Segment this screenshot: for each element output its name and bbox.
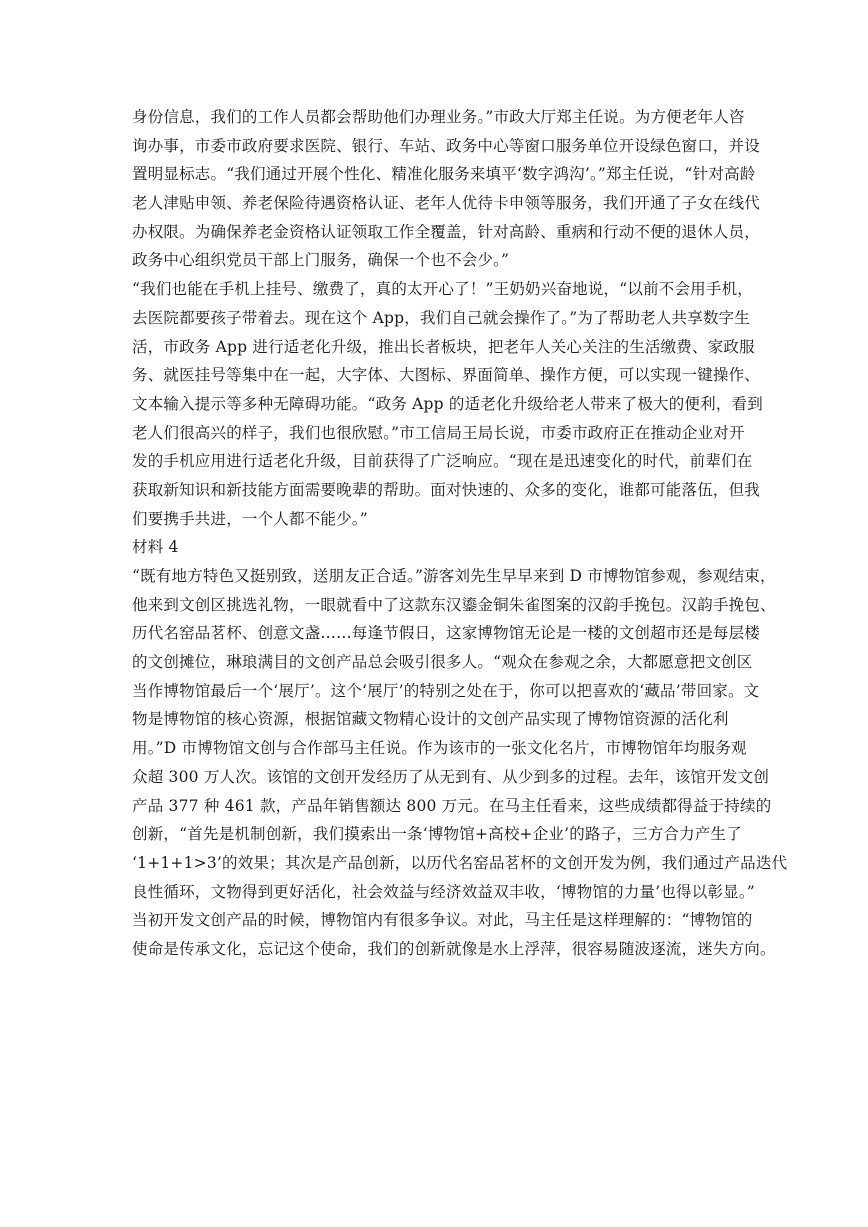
text-line: 物是博物馆的核心资源，根据馆藏文物精心设计的文创产品实现了博物馆资源的活化利 xyxy=(132,710,729,729)
text-line: 去医院都要孩子带着去。现在这个 App，我们自己就会操作了。”为了帮助老人共享数字生 xyxy=(132,308,751,327)
text-line: 的文创摊位，琳琅满目的文创产品总会吸引很多人。“观众在参观之余，大都愿意把文创区 xyxy=(132,653,753,672)
text-line: 办权限。为确保养老金资格认证领取工作全覆盖，针对高龄、重病和行动不便的退休人员， xyxy=(132,222,761,241)
text-line: 活，市政务 App 进行适老化升级，推出长者板块，把老年人关心关注的生活缴费、家政服 xyxy=(132,337,755,356)
text-line: 发的手机应用进行适老化升级，目前获得了广泛响应。“现在是迅速变化的时代，前辈们在 xyxy=(132,452,753,471)
text-line: 政务中心组织党员干部上门服务，确保一个也不会少。” xyxy=(132,251,510,270)
text-line: 老人们很高兴的样子，我们也很欣慰。”市工信局王局长说，市委市政府正在推动企业对开 xyxy=(132,423,745,442)
text-line: 询办事，市委市政府要求医院、银行、车站、政务中心等窗口服务单位开设绿色窗口，并设 xyxy=(132,136,761,155)
text-line: ‘1+1+1>3’的效果；其次是产品创新，以历代名窑品茗杯的文创开发为例，我们通过产品迭代 xyxy=(132,853,788,872)
text-line: 当作博物馆最后一个‘展厅’。这个‘展厅’的特别之处在于，你可以把喜欢的‘藏品’带回家。文 xyxy=(132,681,760,700)
text-line: 文本输入提示等多种无障碍功能。“政务 App 的适老化升级给老人带来了极大的便利，看到 xyxy=(132,394,763,413)
text-line: 创新，“首先是机制创新，我们摸索出一条‘博物馆+高校+企业’的路子，三方合力产生了 xyxy=(132,825,742,844)
text-line: 老人津贴申领、养老保险待遇资格认证、老年人优待卡申领等服务，我们开通了子女在线代 xyxy=(132,194,761,213)
text-line: “我们也能在手机上挂号、缴费了，真的太开心了！”王奶奶兴奋地说，“以前不会用手机， xyxy=(132,280,753,299)
text-line: 使命是传承文化，忘记这个使命，我们的创新就像是水上浮萍，很容易随波逐流，迷失方向。 xyxy=(132,939,776,958)
text-line: 历代名窑品茗杯、创意文盏……每逢节假日，这家博物馆无论是一楼的文创超市还是每层楼 xyxy=(132,624,761,643)
section-heading: 材料 4 xyxy=(132,538,179,557)
text-line: 身份信息，我们的工作人员都会帮助他们办理业务。”市政大厅郑主任说。为方便老年人咨 xyxy=(132,108,745,126)
text-line: 们要携手共进，一个人都不能少。” xyxy=(132,509,368,528)
text-line: 当初开发文创产品的时候，博物馆内有很多争议。对此，马主任是这样理解的：“博物馆的 xyxy=(132,911,753,930)
text-line: 用。”D 市博物馆文创与合作部马主任说。作为该市的一张文化名片，市博物馆年均服务观 xyxy=(132,739,747,758)
text-line: 良性循环，文物得到更好活化，社会效益与经济效益双丰收，‘博物馆的力量’也得以彰显。” xyxy=(132,882,755,901)
text-line: 他来到文创区挑选礼物，一眼就看中了这款东汉鎏金铜朱雀图案的汉韵手挽包。汉韵手挽包、 xyxy=(132,595,776,614)
body-text xyxy=(132,103,822,964)
text-line: 众超 300 万人次。该馆的文创开发经历了从无到有、从少到多的过程。去年，该馆开发文创 xyxy=(132,767,770,786)
text-line: “既有地方特色又挺别致，送朋友正合适。”游客刘先生早早来到 D 市博物馆参观，参观结束， xyxy=(132,567,776,585)
text-line: 置明显标志。“我们通过开展个性化、精准化服务来填平‘数字鸿沟’。”郑主任说，“针对高龄 xyxy=(132,165,756,184)
text-line: 务、就医挂号等集中在一起，大字体、大图标、界面简单、操作方便，可以实现一键操作、 xyxy=(132,366,761,385)
text-line: 获取新知识和新技能方面需要晚辈的帮助。面对快速的、众多的变化，谁都可能落伍，但我 xyxy=(132,480,761,499)
text-line: 产品 377 种 461 款，产品年销售额达 800 万元。在马主任看来，这些成绩都得益于持续的 xyxy=(132,796,772,815)
